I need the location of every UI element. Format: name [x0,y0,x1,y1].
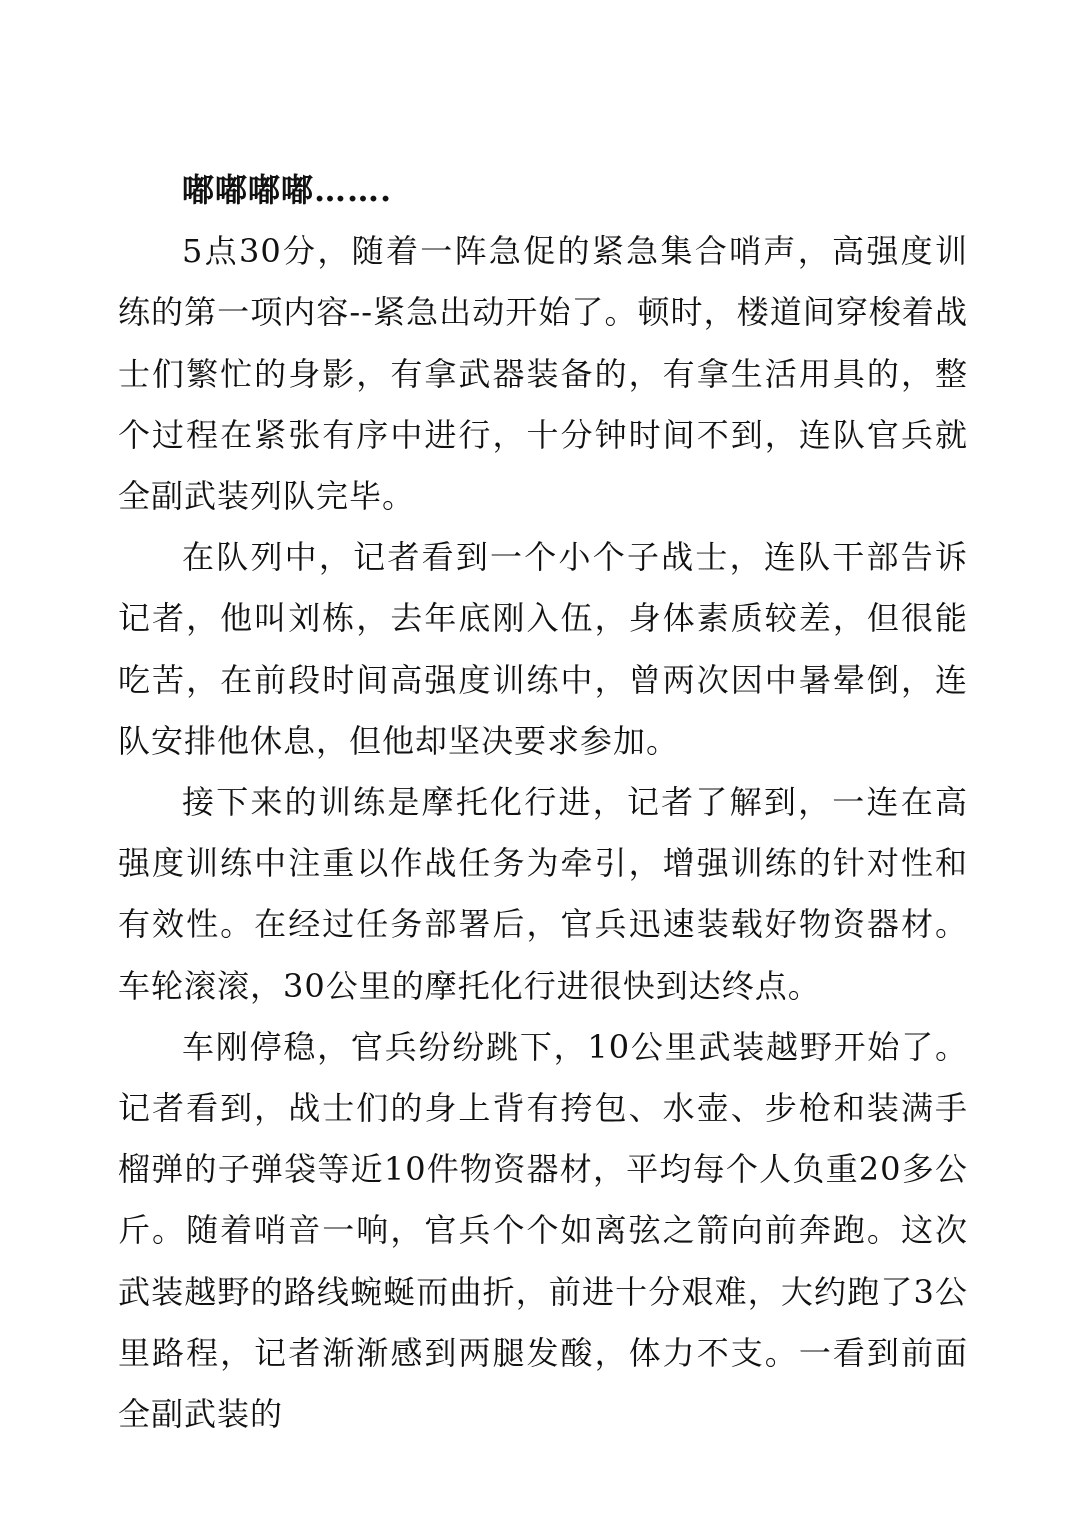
paragraph-armed-cross-country: 车刚停稳，官兵纷纷跳下，10公里武装越野开始了。记者看到，战士们的身上背有挎包、水壶、步枪和装满手榴弹的子弹袋等近10件物资器材，平均每个人负重20多公斤。随着哨音一响，官兵个个如离弦之箭向前奔跑。这次武装越野的路线蜿蜒而曲折，前进十分艰难，大约跑了3公里路程，记者渐渐感到两腿发酸，体力不支。一看到前面全副武装的 [118,1027,968,1434]
paragraph-emergency-assembly: 5点30分，随着一阵急促的紧急集合哨声，高强度训练的第一项内容--紧急出动开始了。顿时，楼道间穿梭着战士们繁忙的身影，有拿武器装备的，有拿生活用具的，整个过程在紧张有序中进行，十分钟时间不到，连队官兵就全副武装列队完毕。 [118,232,968,516]
article-body [118,160,968,1445]
paragraph-soldier-liu-dong: 在队列中，记者看到一个小个子战士，连队干部告诉记者，他叫刘栋，去年底刚入伍，身体素质较差，但很能吃苦，在前段时间高强度训练中，曾两次因中暑晕倒，连队安排他休息，但他却坚决要求参加。 [118,538,968,760]
paragraph-motorized-march: 接下来的训练是摩托化行进，记者了解到，一连在高强度训练中注重以作战任务为牵引，增强训练的针对性和有效性。在经过任务部署后，官兵迅速装载好物资器材。车轮滚滚，30公里的摩托化行进很快到达终点。 [118,783,968,1005]
paragraph-onomatopoeia: 嘟嘟嘟嘟……. [182,171,393,209]
